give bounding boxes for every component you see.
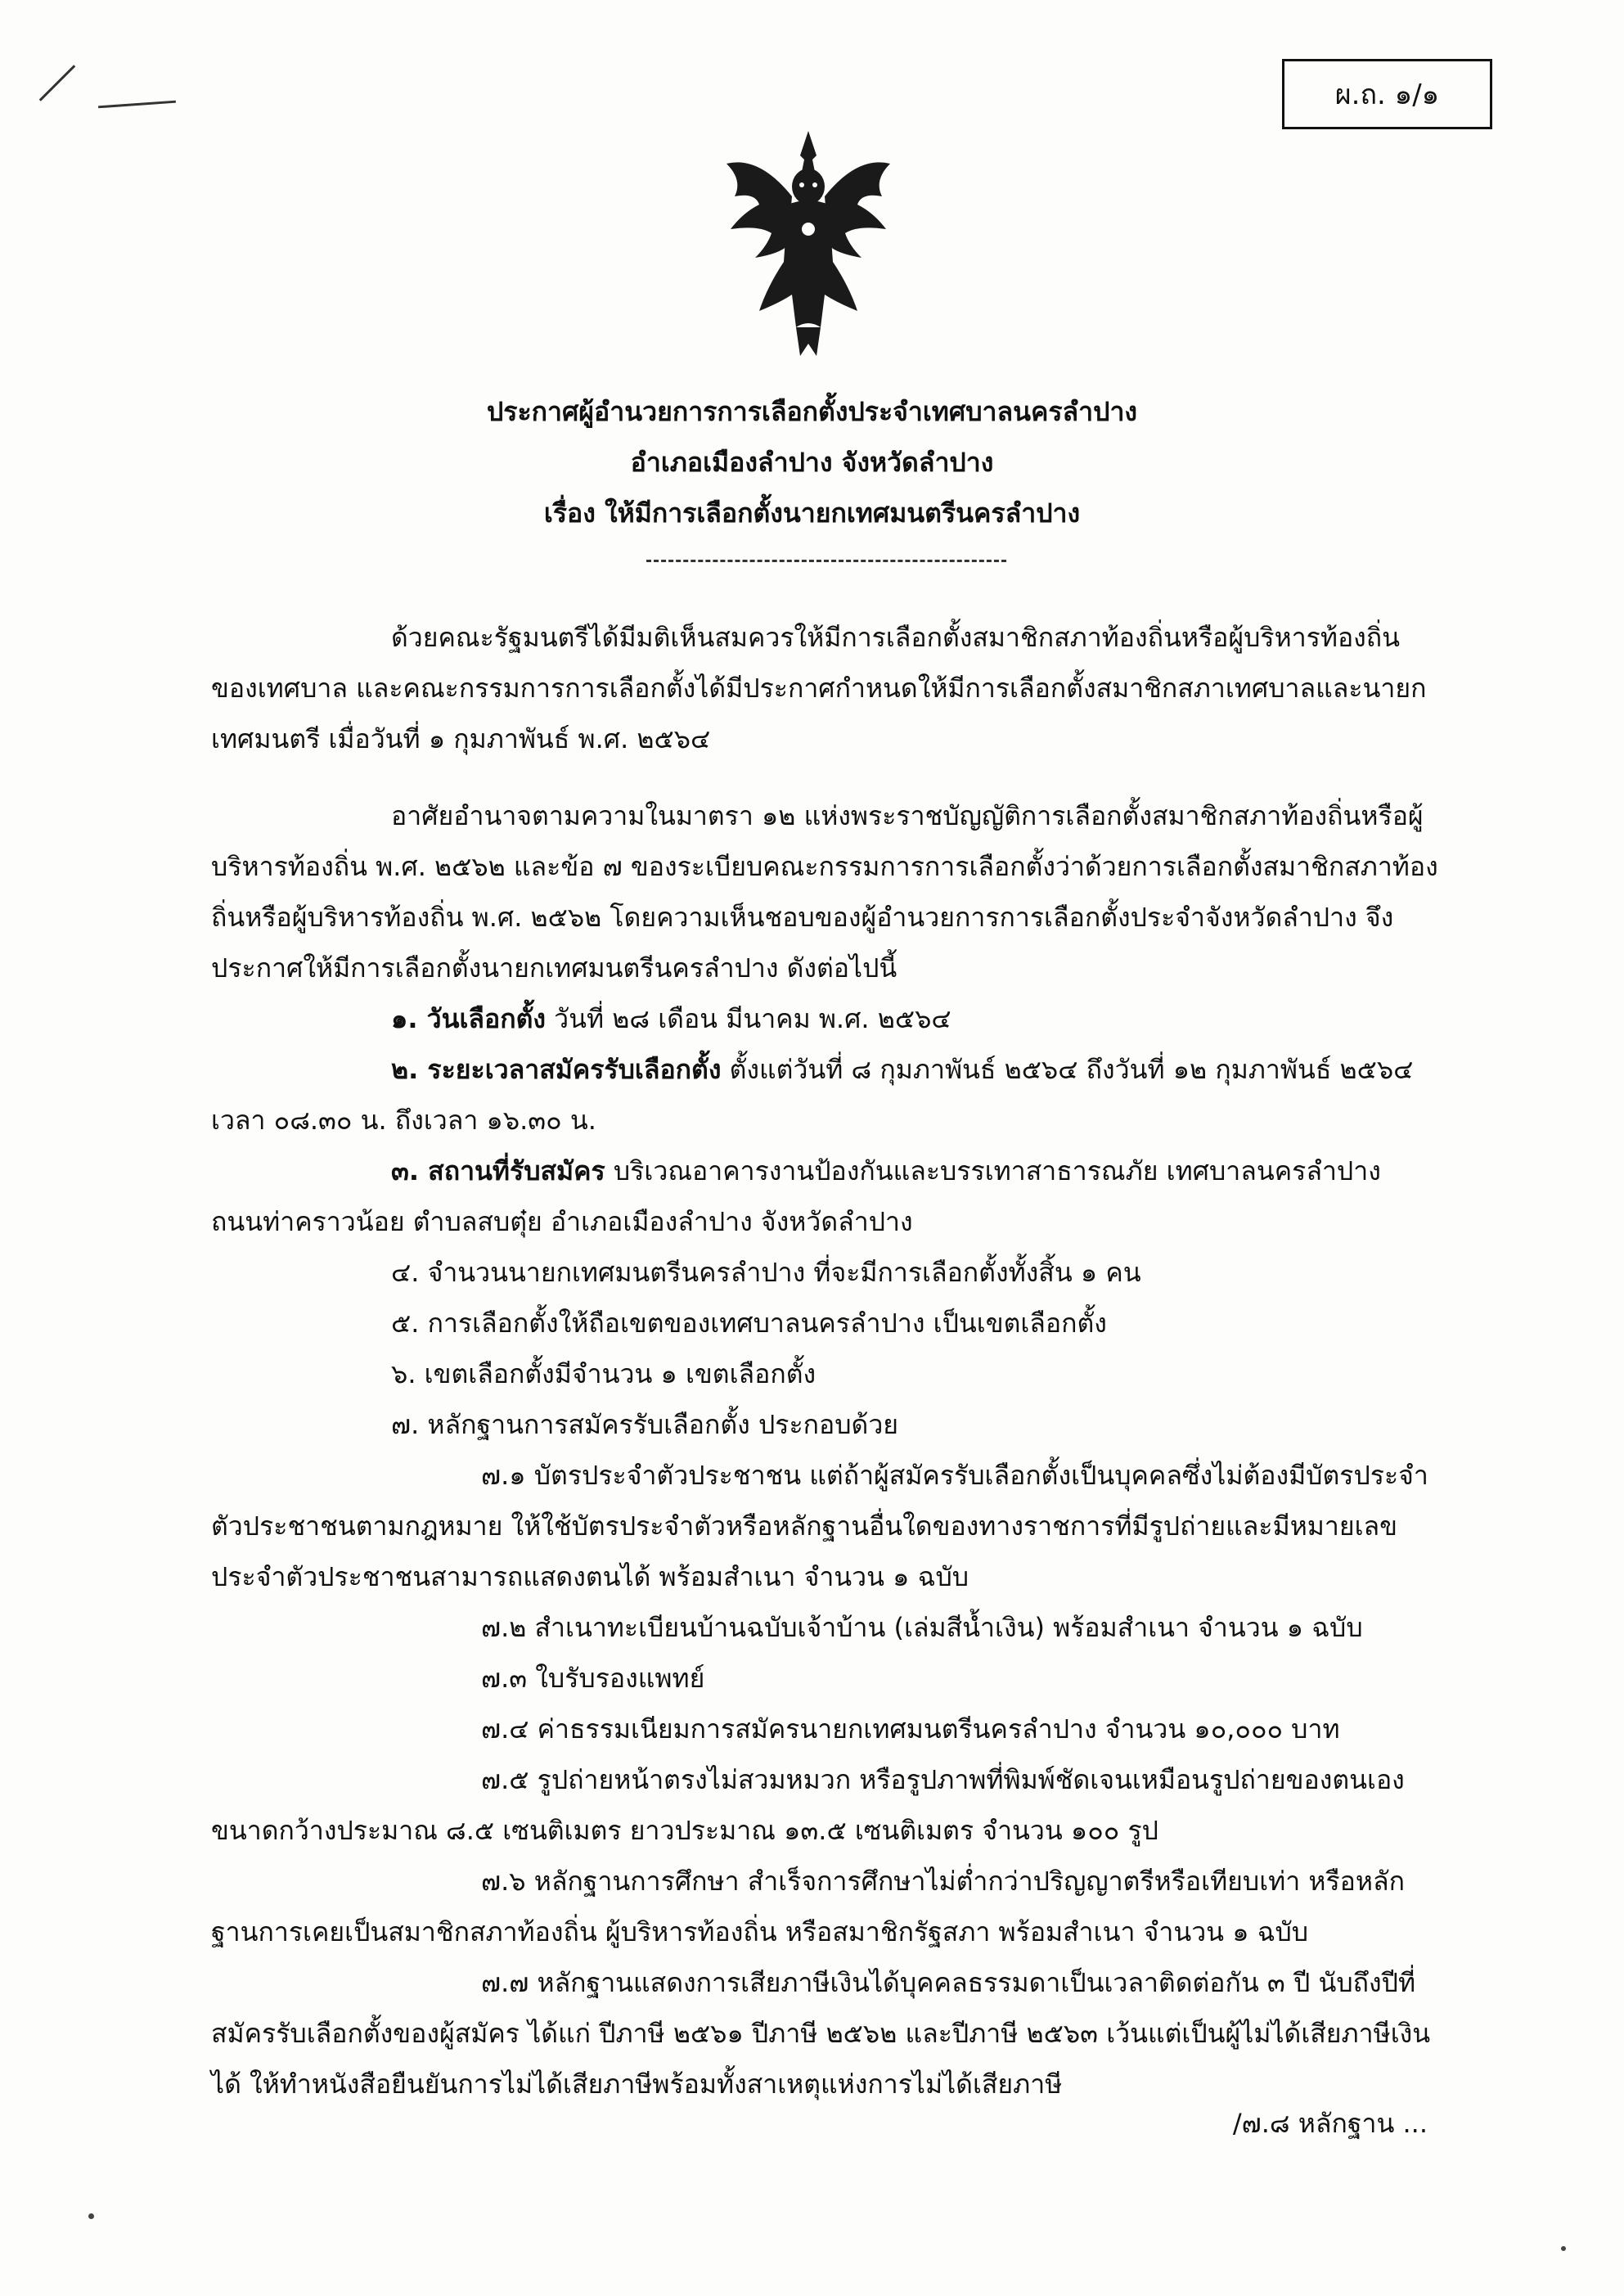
form-code-box — [1282, 59, 1492, 129]
item-election-date — [211, 993, 1438, 1044]
item-label: ๓. สถานที่รับสมัคร — [391, 1155, 605, 1186]
subitem-medical-certificate: ๗.๓ ใบรับรองแพทย์ — [481, 1663, 705, 1694]
subitem-house-registration: ๗.๒ สำเนาทะเบียนบ้านฉบับเจ้าบ้าน (เล่มสีน้ำเงิน) พร้อมสำเนา จำนวน ๑ ฉบับ — [481, 1612, 1363, 1643]
item-text: วันที่ ๒๘ เดือน มีนาคม พ.ศ. ๒๕๖๔ — [554, 1003, 951, 1034]
subitem-tax-evidence: ๗.๗ หลักฐานแสดงการเสียภาษีเงินได้บุคคลธรรมดาเป็นเวลาติดต่อกัน ๓ ปี นับถึงปีที่สมัครรับเลือกตั้งของผู้สมัคร ได้แก่ ปีภาษี ๒๕๖๑ ปีภาษี ๒๕๖๒ และปีภาษี ๒๕๖๓ เว้นแต่เป็นผู้ไม่ได้เสียภาษีเงินได้ ให้ทำหนังสือยืนยันการไม่ได้เสียภาษีพร้อมทั้งสาเหตุแห่งการไม่ได้เสียภาษี — [211, 1967, 1431, 2100]
paragraph-authority: อาศัยอำนาจตามความในมาตรา ๑๒ แห่งพระราชบัญญัติการเลือกตั้งสมาชิกสภาท้องถิ่นหรือผู้บริหารท้องถิ่น พ.ศ. ๒๕๖๒ และข้อ ๗ ของระเบียบคณะกรรมการการเลือกตั้งว่าด้วยการเลือกตั้งสมาชิกสภาท้องถิ่นหรือผู้บริหารท้องถิ่น พ.ศ. ๒๕๖๒ โดยความเห็นชอบของผู้อำนวยการการเลือกตั้งประจำจังหวัดลำปาง จึงประกาศให้มีการเลือกตั้งนายกเทศมนตรีนครลำปาง ดังต่อไปนี้ — [211, 800, 1438, 984]
garuda-emblem-icon — [710, 123, 906, 368]
item-constituency: ๕. การเลือกตั้งให้ถือเขตของเทศบาลนครลำปาง เป็นเขตเลือกตั้ง — [391, 1308, 1107, 1339]
item-required-documents: ๗. หลักฐานการสมัครรับเลือกตั้ง ประกอบด้วย — [391, 1409, 899, 1440]
continuation-note: /๗.๘ หลักฐาน ... — [1232, 2108, 1428, 2139]
form-code: ผ.ถ. ๑/๑ — [1334, 79, 1440, 111]
scan-mark — [98, 101, 176, 109]
announcement-title: ประกาศผู้อำนวยการการเลือกตั้งประจำเทศบาลนครลำปาง — [486, 396, 1138, 427]
item-application-place — [211, 1146, 1438, 1247]
scan-speck — [88, 2213, 94, 2219]
item-constituency-count: ๖. เขตเลือกตั้งมีจำนวน ๑ เขตเลือกตั้ง — [391, 1358, 816, 1389]
item-number-of-mayors: ๔. จำนวนนายกเทศมนตรีนครลำปาง ที่จะมีการเลือกตั้งทั้งสิ้น ๑ คน — [391, 1257, 1141, 1288]
subitem-application-fee: ๗.๔ ค่าธรรมเนียมการสมัครนายกเทศมนตรีนครลำปาง จำนวน ๑๐,๐๐๐ บาท — [481, 1713, 1340, 1745]
title-divider — [646, 560, 1006, 562]
announcement-district: อำเภอเมืองลำปาง จังหวัดลำปาง — [630, 447, 994, 478]
item-label: ๒. ระยะเวลาสมัครรับเลือกตั้ง — [391, 1054, 722, 1085]
item-text: บริเวณอาคารงานป้องกันและบรรเทาสาธารณภัย เทศบาลนครลำปาง ถนนท่าคราวน้อย ตำบลสบตุ๋ย อำเภอเมืองลำปาง จังหวัดลำปาง — [211, 1155, 1381, 1237]
paragraph-preamble: ด้วยคณะรัฐมนตรีได้มีมติเห็นสมควรให้มีการเลือกตั้งสมาชิกสภาท้องถิ่นหรือผู้บริหารท้องถิ่นของเทศบาล และคณะกรรมการการเลือกตั้งได้มีประกาศกำหนดให้มีการเลือกตั้งสมาชิกสภาเทศบาลและนายกเทศมนตรี เมื่อวันที่ ๑ กุมภาพันธ์ พ.ศ. ๒๕๖๔ — [211, 622, 1427, 754]
announcement-subject: เรื่อง ให้มีการเลือกตั้งนายกเทศมนตรีนครลำปาง — [543, 497, 1081, 529]
scan-speck — [1561, 2246, 1566, 2251]
announcement-body — [211, 612, 1438, 2109]
subitem-education: ๗.๖ หลักฐานการศึกษา สำเร็จการศึกษาไม่ต่ำกว่าปริญญาตรีหรือเทียบเท่า หรือหลักฐานการเคยเป็นสมาชิกสภาท้องถิ่น ผู้บริหารท้องถิ่น หรือสมาชิกรัฐสภา พร้อมสำเนา จำนวน ๑ ฉบับ — [211, 1866, 1405, 1947]
item-application-period — [211, 1044, 1438, 1146]
scan-mark — [39, 65, 76, 101]
subitem-id-card: ๗.๑ บัตรประจำตัวประชาชน แต่ถ้าผู้สมัครรับเลือกตั้งเป็นบุคคลซึ่งไม่ต้องมีบัตรประจำตัวประชาชนตามกฎหมาย ให้ใช้บัตรประจำตัวหรือหลักฐานอื่นใดของทางราชการที่มีรูปถ่ายและมีหมายเลขประจำตัวประชาชนสามารถแสดงตนได้ พร้อมสำเนา จำนวน ๑ ฉบับ — [211, 1460, 1428, 1592]
item-label: ๑. วันเลือกตั้ง — [391, 1003, 546, 1034]
item-text: ตั้งแต่วันที่ ๘ กุมภาพันธ์ ๒๕๖๔ ถึงวันที่ ๑๒ กุมภาพันธ์ ๒๕๖๔ เวลา ๐๘.๓๐ น. ถึงเวลา ๑๖.๓๐ น. — [211, 1054, 1414, 1136]
subitem-photographs: ๗.๕ รูปถ่ายหน้าตรงไม่สวมหมวก หรือรูปภาพที่พิมพ์ชัดเจนเหมือนรูปถ่ายของตนเอง ขนาดกว้างประมาณ ๘.๕ เซนติเมตร ยาวประมาณ ๑๓.๕ เซนติเมตร จำนวน ๑๐๐ รูป — [211, 1764, 1405, 1846]
